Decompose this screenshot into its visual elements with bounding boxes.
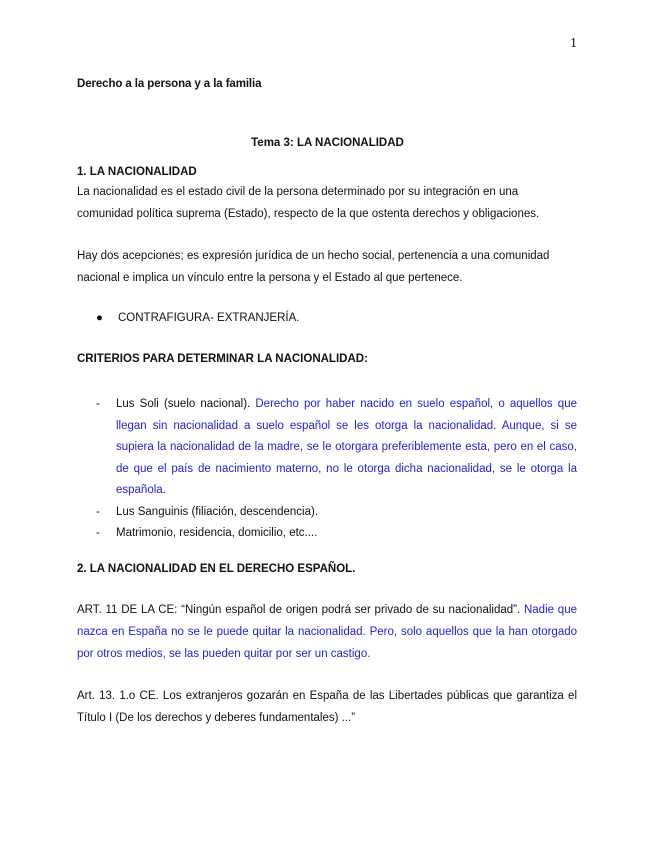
criterion-text: Matrimonio, residencia, domicilio, etc.... xyxy=(116,527,318,539)
section1-heading: 1. LA NACIONALIDAD xyxy=(77,166,197,178)
dash-icon: - xyxy=(96,398,100,410)
criterion-text: Lus Sanguinis (filiación, descendencia). xyxy=(116,505,319,518)
art13-paragraph: Art. 13. 1.o CE. Los extranjeros gozarán en España de las Libertades públicas que garantiza el Título I (De los derechos y deberes fundamentales) ...” xyxy=(77,690,577,724)
document-header: Derecho a la persona y a la familia xyxy=(77,78,262,90)
bullet-dot-icon: ● xyxy=(96,312,103,324)
section2-heading: 2. LA NACIONALIDAD EN EL DERECHO ESPAÑOL. xyxy=(77,563,356,575)
bullet-text: CONTRAFIGURA- EXTRANJERÍA. xyxy=(118,312,300,324)
list-item xyxy=(96,394,577,502)
criteria-heading: CRITERIOS PARA DETERMINAR LA NACIONALIDAD: xyxy=(77,353,368,365)
section1-para1: La nacionalidad es el estado civil de la persona determinado por su integración en una comunidad política suprema (Estado), respecto de la que ostenta derechos y obligaciones. xyxy=(77,186,540,220)
dash-icon: - xyxy=(96,505,100,518)
criterion-text: Lus Soli (suelo nacional). xyxy=(116,398,251,410)
page-number: 1 xyxy=(570,36,577,51)
criteria-list xyxy=(96,394,577,545)
section1-para2: Hay dos acepciones; es expresión jurídica de un hecho social, pertenencia a una comunidad nacional e implica un vínculo entre la persona y el Estado al que pertenece. xyxy=(77,250,550,284)
art11-note: Nadie que nazca en España no se le puede quitar la nacionalidad. Pero, solo aquellos que la han otorgado por otros medios, se las pueden quitar por ser un castigo. xyxy=(77,604,577,660)
list-item xyxy=(96,523,577,545)
art11-text: ART. 11 DE LA CE: “Ningún español de origen podrá ser privado de su nacionalidad”. xyxy=(77,604,521,616)
topic-title: Tema 3: LA NACIONALIDAD xyxy=(251,137,404,149)
bullet-item xyxy=(96,312,299,324)
art11-paragraph xyxy=(77,599,577,665)
dash-icon: - xyxy=(96,527,100,539)
criterion-note: Derecho por haber nacido en suelo español, o aquellos que llegan sin nacionalidad a suelo español se les otorga la nacionalidad. Aunque, si se supiera la nacionalidad de la madre, se le otorgara preferiblemente esta, pero en el caso, de que el país de nacimiento materno, no le otorga dicha nacionalidad, se le otorga la española. xyxy=(116,398,577,496)
list-item xyxy=(96,502,577,524)
